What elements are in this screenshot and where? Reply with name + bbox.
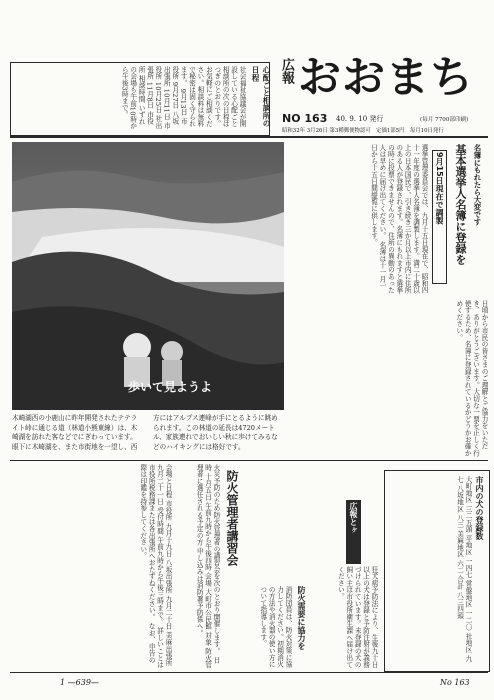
fire-cooperation-subhead: 防火需要に協力を <box>297 586 306 650</box>
dog-article-body: 狂犬病予防法により、生後九十日以上の犬は登録と予防注射が義務づけられています。未登録の犬の飼い主は市役所衛生課へ届け出てください。 <box>336 566 378 668</box>
photo-description: 木崎湖西の小鹿山に昨年開発されたテテライト峠に通じる道（林道小熊東線）は、木崎湖を訪れた客などでにぎわっています。 眼下に木崎湖を、また市街地を一望し、西方にはアルプス連峰が手にとるように眺められます。この林道の延長は4720メートル、家族連れでおいしい秋に歩けてみるなどのハイキングには格好です。 <box>12 414 278 451</box>
middle-rule <box>10 460 488 461</box>
photo-landscape <box>12 142 284 410</box>
bottom-left-body: 会場と日程 市役所 九月十九日 八坂出張所 九月二十日 美麻出張所 九月二十一日 受付時間 午前九時から午後三時まで。 詳しいことは市役所税務課または各出張所へおたずねください。 なお、申告の際は印鑑を持参してください。 <box>138 464 172 669</box>
dog-registration-heading: 市内の犬の登録数 <box>475 476 484 540</box>
registration-subhead: 9月15日現在で調製 <box>432 150 447 284</box>
fire-drill-body: 火災予防のため防火管理者の講習会を次のとおり開催します。 日時 十月五日 午前九時から午後四時 会場 大町市公民館 対象 防火管理者に選任される予定の方 申し込みは消防署予防係へ。 <box>195 464 220 669</box>
fire-drill-headline: 防火管理者講習会 <box>225 470 239 566</box>
footer-page-right: No 163 <box>440 678 470 687</box>
footer-rule <box>10 672 488 673</box>
registration-headline: 基本選挙人名簿に登録を <box>454 144 467 265</box>
lake-photo <box>12 142 284 410</box>
dog-article-title: 広報とヶ <box>346 500 361 564</box>
counseling-body: 社会福祉協議会が開設している心配ごと相談所の次の日程はつぎのとおりです。お気軽にご相談ください。相談料は無料で秘密は固く守られます。 9月13日 市役所 9月27日 八坂出張所 10月11日 市役所 10月25日 社出張所 11月8日 市役所 相談時間 いずれの会場も午前10時から午後3時まで。 <box>120 66 246 130</box>
masthead-title: おおまち <box>298 53 474 103</box>
issue-date: 40. 9. 10 発行 <box>336 115 384 123</box>
footer-page-left: 1 —639— <box>60 678 99 687</box>
counseling-heading: 心配ごと相談所の日程 <box>251 66 271 127</box>
fire-cooperation-body: 消防団員は、防火対策に協力してください。初期消火の方法や消火器の使い方について指導します。 <box>258 586 292 668</box>
dog-registration-stats: 大町地区 三二五頭 平地区 一四七 常盤地区 一二〇 社地区 九七 八坂地区 八三 美麻地区 六二 合計 八三四頭 <box>455 476 472 663</box>
registration-line: 昭和32年 3月26日 第3種郵便物認可 定価1部5円 毎月10日発行 <box>282 128 444 134</box>
masthead-rule <box>10 136 488 138</box>
masthead-label: 広報 <box>279 58 294 84</box>
publisher-note: (毎月 7700部印刷) <box>420 117 469 123</box>
registration-body: 選挙管理委員会では、九月十五日現在で、昭和四十一年度の選挙人名簿を調製します。満二十歳以上の日本国民で、引き続き三か月以上市内に住所のある人が登録されます。名簿にもれますと選挙の時に投票できませんので、住所の異動のあった人は早めに届け出てください。 名簿は十一月一日から十五日間縦覧に供します。 <box>369 144 428 294</box>
photo-caption: 歩いて見ようよ <box>128 380 213 394</box>
right-column-body: 日頃から市民の皆さまのご理解とご協力をいただき、ありがとうございます。大切な一票を正しく行使するため、名簿に登録されているかどうかお確かめください。 <box>454 300 488 457</box>
registration-kicker: 名簿にもれたら大変です <box>473 144 482 226</box>
issue-number: NO 163 <box>282 112 328 125</box>
